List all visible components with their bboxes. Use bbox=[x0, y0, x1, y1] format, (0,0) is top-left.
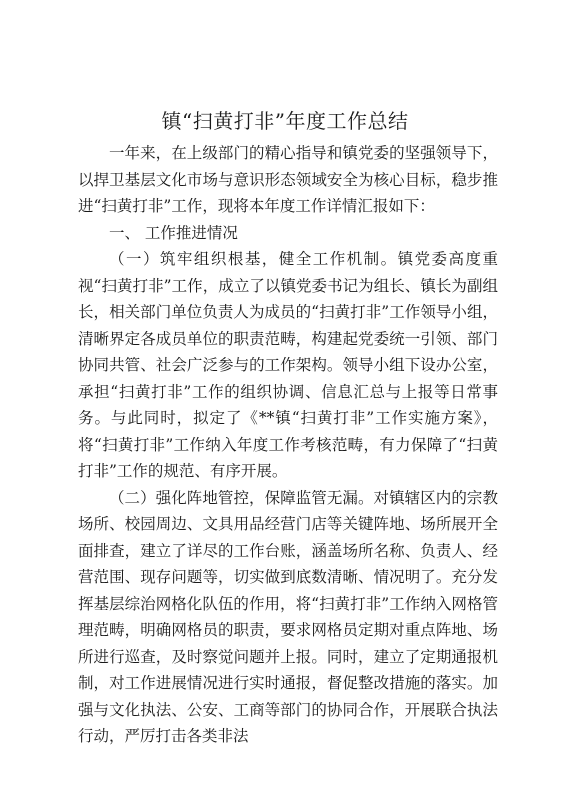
body-paragraph: （二）强化阵地管控，保障监管无漏。对镇辖区内的宗教场所、校园周边、文具用品经营门店等关键阵地、场所展开全面排查，建立了详尽的工作台账，涵盖场所名称、负责人、经营范围、现存问题等，切实做到底数清晰、情况明了。充分发挥基层综治网格化队伍的作用，将“扫黄打非”工作纳入网格管理范畴，明确网格员的职责，要求网格员定期对重点阵地、场所进行巡查，及时察觉问题并上报。同时，建立了定期通报机制，对工作进展情况进行实时通报，督促整改措施的落实。加强与文化执法、公安、工商等部门的协同合作，开展联合执法行动，严厉打击各类非法 bbox=[78, 488, 498, 745]
intro-paragraph: 一年来，在上级部门的精心指导和镇党委的坚强领导下，以捍卫基层文化市场与意识形态领域安全为核心目标，稳步推进“扫黄打非”工作，现将本年度工作详情汇报如下： bbox=[78, 144, 498, 215]
document-body bbox=[78, 140, 498, 750]
document-title: 镇“扫黄打非”年度工作总结 bbox=[161, 109, 409, 133]
section-heading: 一、 工作推进情况 bbox=[109, 223, 238, 242]
body-paragraph: （一）筑牢组织根基，健全工作机制。镇党委高度重视“扫黄打非”工作，成立了以镇党委书记为组长、镇长为副组长，相关部门单位负责人为成员的“扫黄打非”工作领导小组，清晰界定各成员单位的职责范畴，构建起党委统一引领、部门协同共管、社会广泛参与的工作架构。领导小组下设办公室，承担“扫黄打非”工作的组织协调、信息汇总与上报等日常事务。与此同时，拟定了《**镇“扫黄打非”工作实施方案》，将“扫黄打非”工作纳入年度工作考核范畴，有力保障了“扫黄打非”工作的规范、有序开展。 bbox=[78, 250, 498, 480]
